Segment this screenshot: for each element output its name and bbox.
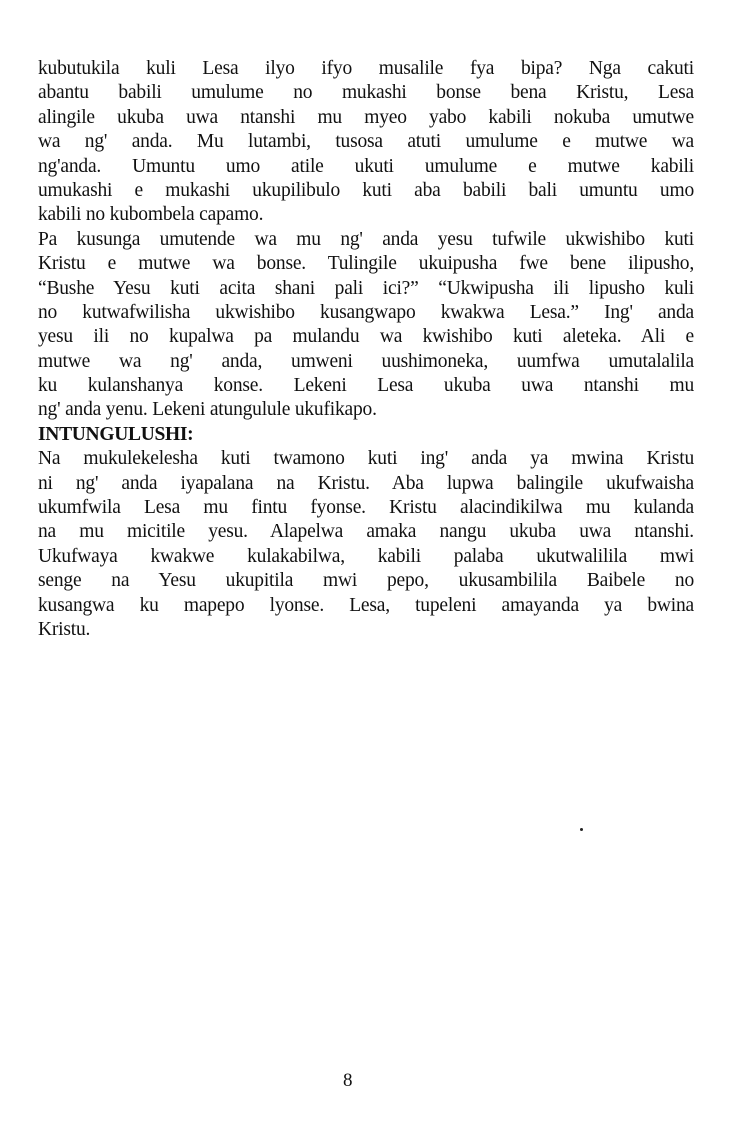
text-line: Kristu e mutwe wa bonse. Tulingile ukuipusha fwe bene ilipusho, bbox=[38, 253, 694, 275]
section-heading: INTUNGULUSHI: bbox=[38, 423, 194, 445]
paragraph-2 bbox=[38, 228, 694, 423]
text-line: no kutwafwilisha ukwishibo kusangwapo kwakwa Lesa.” Ing' anda bbox=[38, 301, 694, 323]
text-line: Kristu. bbox=[38, 618, 91, 640]
paragraph-1 bbox=[38, 57, 694, 228]
text-line: ku kulanshanya konse. Lekeni Lesa ukuba uwa ntanshi mu bbox=[38, 375, 694, 397]
closing-paragraph bbox=[38, 447, 694, 642]
page-number: 8 bbox=[343, 1070, 353, 1091]
text-line: abantu babili umulume no mukashi bonse bena Kristu, Lesa bbox=[38, 82, 694, 104]
text-line: kabili no kubombela capamo. bbox=[38, 204, 264, 226]
text-line: ni ng' anda iyapalana na Kristu. Aba lupwa balingile ukufwaisha bbox=[38, 472, 694, 494]
text-line: ukumfwila Lesa mu fintu fyonse. Kristu alacindikilwa mu kulanda bbox=[38, 497, 694, 519]
text-line: wa ng' anda. Mu lutambi, tusosa atuti umulume e mutwe wa bbox=[38, 131, 694, 153]
text-line: na mu micitile yesu. Alapelwa amaka nangu ukuba uwa ntanshi. bbox=[38, 521, 694, 543]
text-line: senge na Yesu ukupitila mwi pepo, ukusambilila Baibele no bbox=[38, 570, 694, 592]
text-line: “Bushe Yesu kuti acita shani pali ici?” “Ukwipusha ili lipusho kuli bbox=[38, 277, 694, 299]
scan-speck bbox=[580, 828, 583, 831]
text-line: Pa kusunga umutende wa mu ng' anda yesu tufwile ukwishibo kuti bbox=[38, 228, 694, 250]
text-line: kusangwa ku mapepo lyonse. Lesa, tupeleni amayanda ya bwina bbox=[38, 594, 694, 616]
page-body bbox=[38, 57, 694, 642]
text-line: mutwe wa ng' anda, umweni uushimoneka, uumfwa umutalalila bbox=[38, 350, 694, 372]
text-line: ng' anda yenu. Lekeni atungulule ukufikapo. bbox=[38, 399, 377, 421]
text-line: Ukufwaya kwakwe kulakabilwa, kabili palaba ukutwalilila mwi bbox=[38, 545, 694, 567]
text-line: kubutukila kuli Lesa ilyo ifyo musalile fya bipa? Nga cakuti bbox=[38, 58, 694, 79]
text-line: alingile ukuba uwa ntanshi mu myeo yabo kabili nokuba umutwe bbox=[38, 106, 694, 128]
text-line: Na mukulekelesha kuti twamono kuti ing' anda ya mwina Kristu bbox=[38, 448, 694, 470]
text-line: umukashi e mukashi ukupilibulo kuti aba babili bali umuntu umo bbox=[38, 179, 694, 201]
text-line: ng'anda. Umuntu umo atile ukuti umulume e mutwe kabili bbox=[38, 155, 694, 177]
text-line: yesu ili no kupalwa pa mulandu wa kwishibo kuti aleteka. Ali e bbox=[38, 326, 694, 348]
